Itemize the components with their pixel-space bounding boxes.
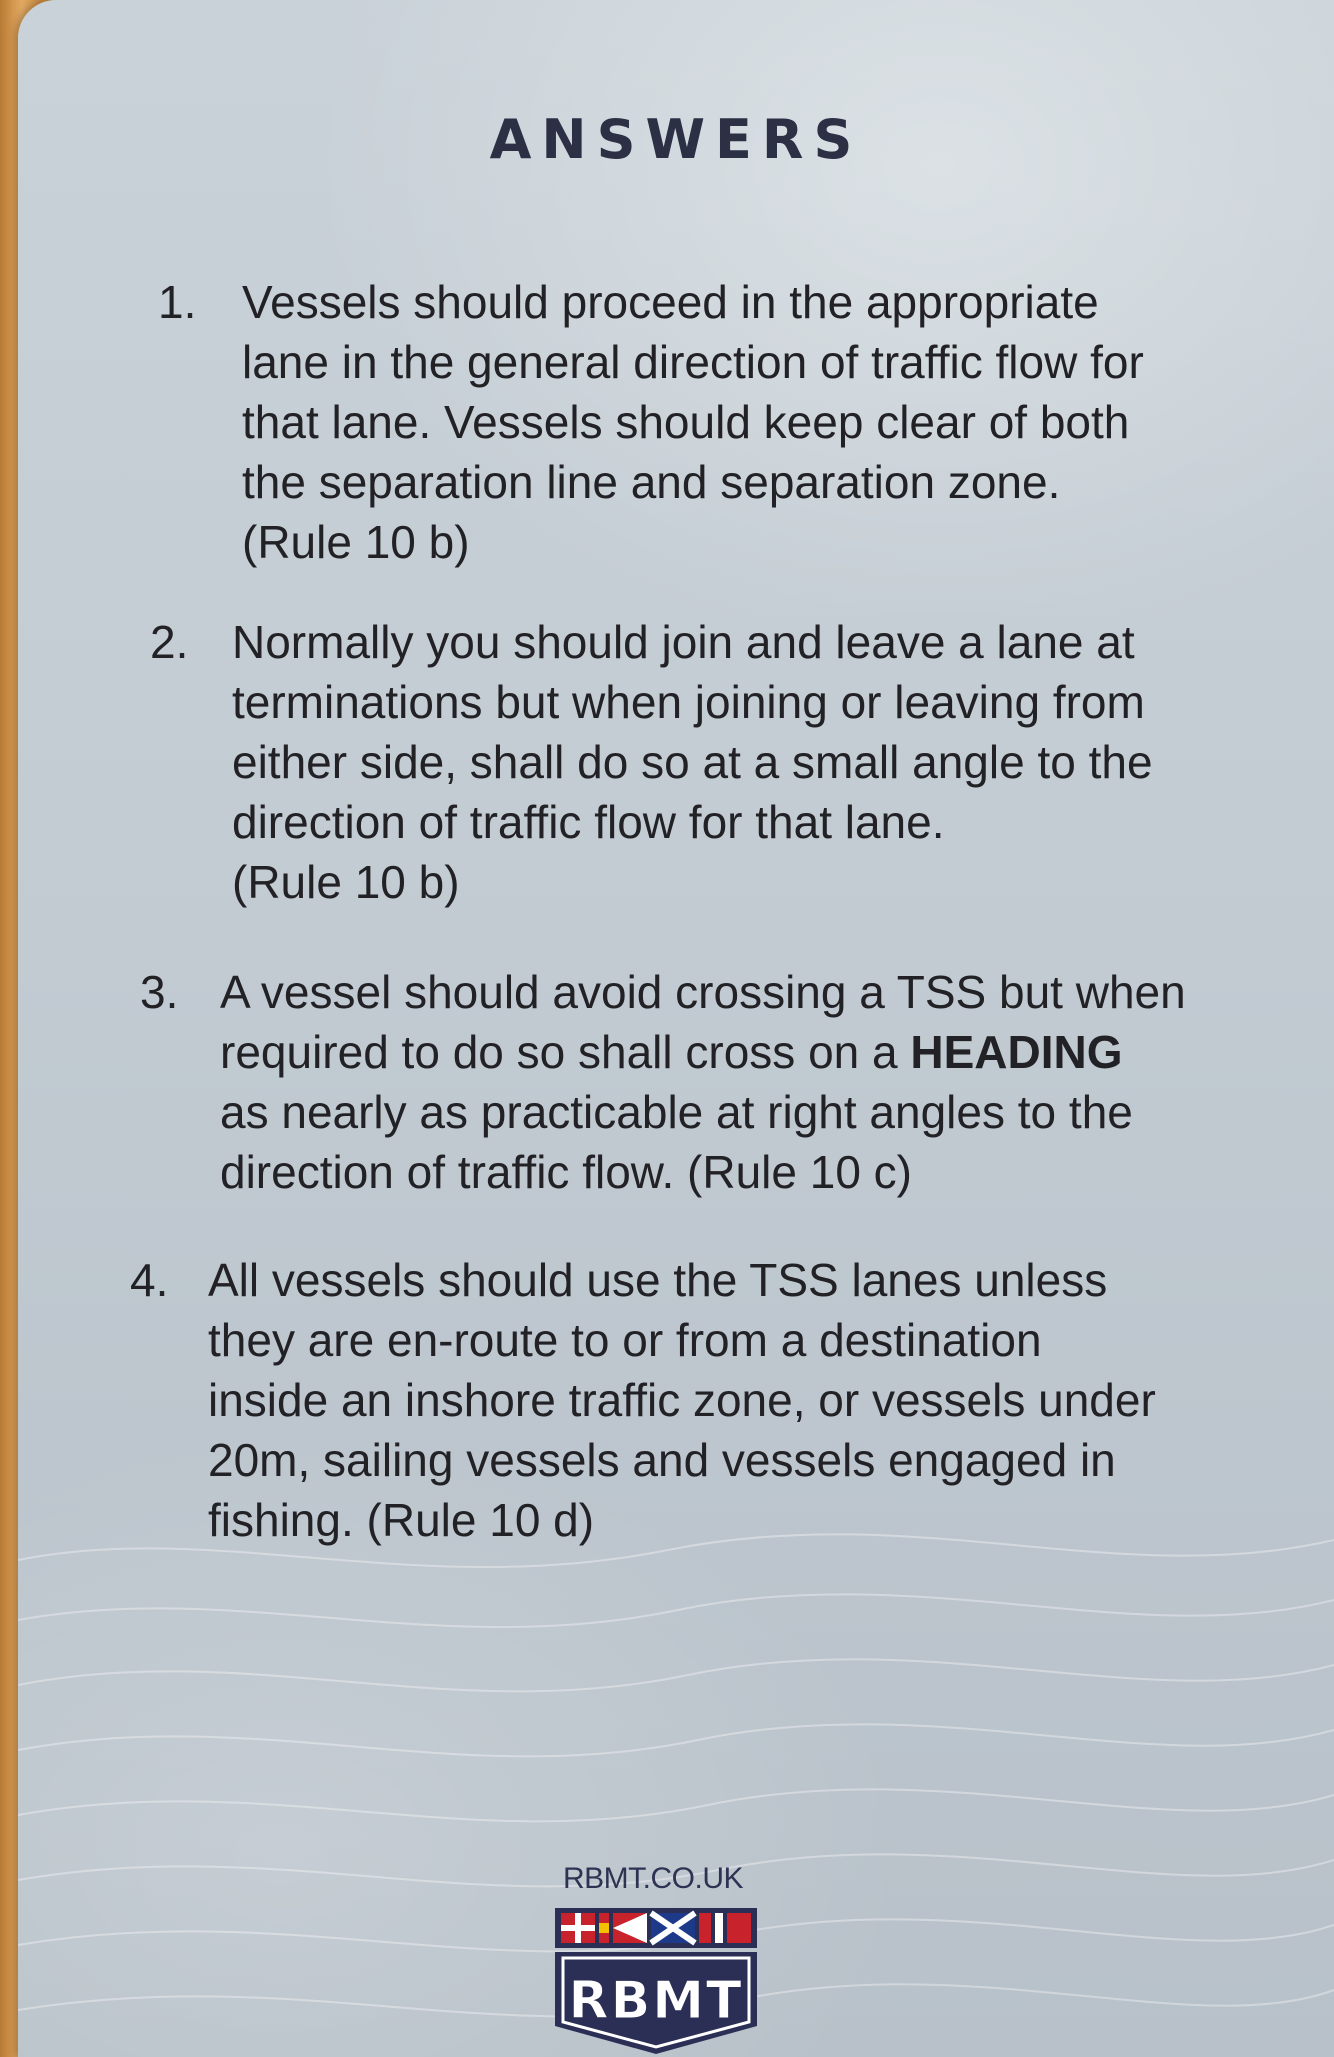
item-text-bold: HEADING <box>910 1026 1123 1078</box>
answers-list <box>18 0 1334 1600</box>
item-number: 1. <box>158 276 197 328</box>
page-title: ANSWERS <box>489 108 863 171</box>
item-number: 4. <box>130 1254 169 1306</box>
item-number: 2. <box>150 616 189 668</box>
item-text-part: A vessel should avoid crossing a TSS but when required to do so shall cross on a <box>220 966 1186 1078</box>
item-number: 3. <box>140 966 179 1018</box>
flag-strip-icon <box>555 1908 757 1948</box>
rbmt-logo <box>551 1906 761 2056</box>
item-text-part: as nearly as practicable at right angles to the direction of traffic flow. (Rule 10 c) <box>220 1086 1133 1198</box>
answer-card <box>18 0 1334 2057</box>
logo-text: RBMT <box>568 1971 744 2031</box>
item-text <box>220 962 1186 1202</box>
item-text: Vessels should proceed in the appropriate lane in the general direction of traffic flow for that lane. Vessels should keep clear of both the separation line and separation zone. (Rule 10 b) <box>242 276 1144 568</box>
item-text: All vessels should use the TSS lanes unless they are en-route to or from a destination inside an inshore traffic zone, or vessels under 20m, sailing vessels and vessels engaged in fishing. (Rule 10 d) <box>208 1254 1156 1546</box>
item-text: Normally you should join and leave a lane at terminations but when joining or leaving from either side, shall do so at a small angle to the direction of traffic flow for that lane. (Rule 10 b) <box>232 616 1153 908</box>
website-label: RBMT.CO.UK <box>562 1862 743 1895</box>
